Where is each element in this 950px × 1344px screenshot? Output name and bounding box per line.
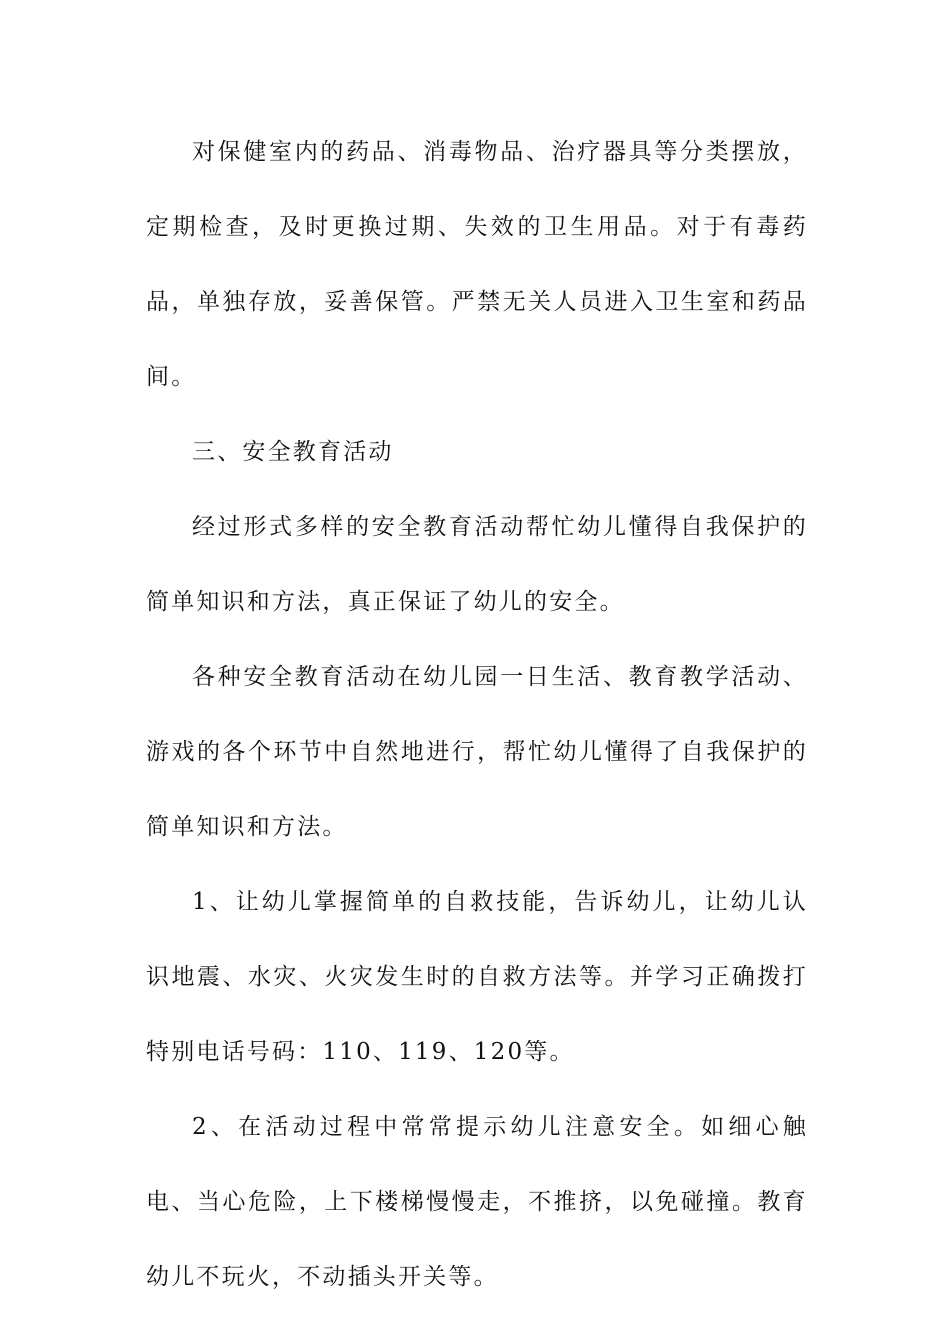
paragraph-health-room: 对保健室内的药品、消毒物品、治疗器具等分类摆放，定期检查，及时更换过期、失效的卫生用品。对于有毒药品，单独存放，妥善保管。严禁无关人员进入卫生室和药品间。 xyxy=(146,139,808,390)
section-heading-safety-education: 三、安全教育活动 xyxy=(192,439,394,465)
list-item-self-rescue: 1、让幼儿掌握简单的自救技能，告诉幼儿，让幼儿认识地震、水灾、火灾发生时的自救方法等。并学习正确拨打特别电话号码：110、119、120等。 xyxy=(146,889,808,1065)
paragraph-daily-activities: 各种安全教育活动在幼儿园一日生活、教育教学活动、游戏的各个环节中自然地进行，帮忙幼儿懂得了自我保护的简单知识和方法。 xyxy=(146,664,808,840)
document-body xyxy=(146,115,808,1315)
paragraph-education-activities: 经过形式多样的安全教育活动帮忙幼儿懂得自我保护的简单知识和方法，真正保证了幼儿的安全。 xyxy=(146,514,808,615)
list-item-safety-reminders: 2、在活动过程中常常提示幼儿注意安全。如细心触电、当心危险，上下楼梯慢慢走，不推挤，以免碰撞。教育幼儿不玩火，不动插头开关等。 xyxy=(146,1114,808,1290)
